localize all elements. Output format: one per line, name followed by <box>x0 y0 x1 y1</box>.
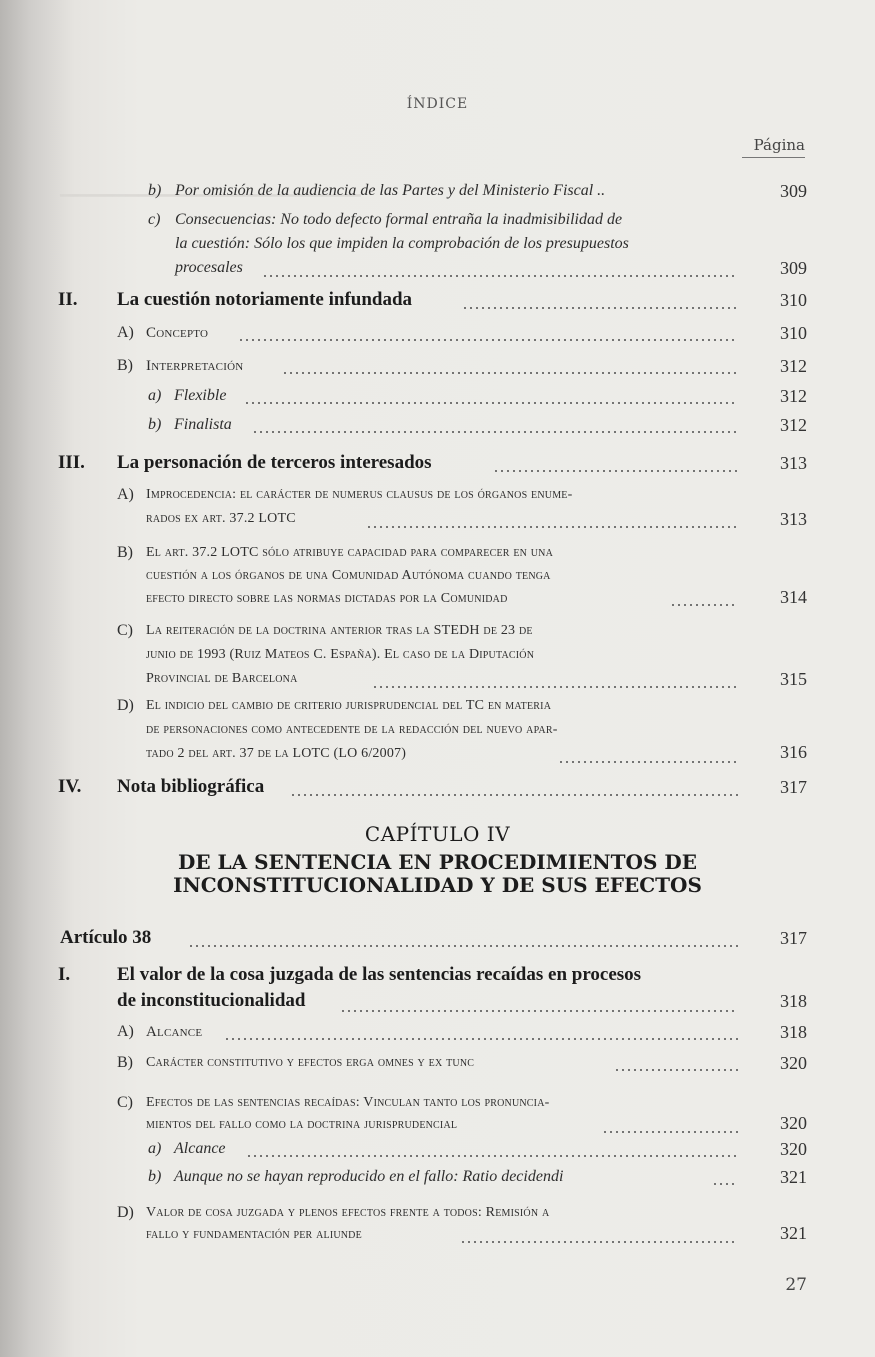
section-number: IV. <box>58 776 82 797</box>
entry-page: 316 <box>780 742 807 762</box>
leader-dots <box>244 402 738 404</box>
leader-dots <box>340 1010 738 1012</box>
entry-label: B) <box>117 1054 133 1071</box>
entry-page: 320 <box>780 1053 807 1073</box>
leader-dots <box>712 1183 738 1185</box>
leader-dots <box>670 604 738 606</box>
entry-page: 320 <box>780 1113 807 1133</box>
entry-page: 312 <box>780 386 807 406</box>
leader-dots <box>558 761 738 763</box>
entry-label: b) <box>148 182 162 199</box>
entry-page: 309 <box>780 181 807 201</box>
page-number: 27 <box>785 1275 807 1295</box>
entry-label: D) <box>117 697 134 714</box>
entry-title-line: El art. 37.2 LOTC sólo atribuye capacidad para comparecer en una <box>146 545 554 560</box>
entry-label: A) <box>117 324 134 341</box>
leader-dots <box>614 1069 738 1071</box>
entry-page: 315 <box>780 669 807 689</box>
section-number: III. <box>58 452 85 473</box>
entry-page: 314 <box>780 587 807 607</box>
entry-title-line: El indicio del cambio de criterio jurisprudencial del TC en materia <box>146 698 552 713</box>
chapter-label: CAPÍTULO IV <box>364 822 511 846</box>
entry-title: Por omisión de la audiencia de las Partes y del Ministerio Fiscal .. <box>175 182 606 199</box>
leader-dots <box>462 307 738 309</box>
leader-dots <box>246 1155 738 1157</box>
entry-page: 310 <box>780 323 807 343</box>
entry-label: a) <box>148 387 162 404</box>
entry-label: B) <box>117 544 133 561</box>
entry-label: B) <box>117 357 133 374</box>
entry-title: Concepto <box>146 325 209 341</box>
entry-page: 312 <box>780 356 807 376</box>
leader-dots <box>602 1131 738 1133</box>
entry-title: Finalista <box>174 416 232 433</box>
chapter-title-line: DE LA SENTENCIA EN PROCEDIMIENTOS DE <box>178 850 697 874</box>
entry-label: A) <box>117 486 134 503</box>
entry-label: D) <box>117 1204 134 1221</box>
entry-title-line: rados ex art. 37.2 LOTC <box>146 511 296 526</box>
leader-dots <box>372 686 738 688</box>
entry-page: 321 <box>780 1167 807 1187</box>
entry-title-line: cuestión a los órganos de una Comunidad Autónoma cuando tenga <box>146 568 551 583</box>
section-title: La personación de terceros interesados <box>117 452 432 473</box>
chapter-heading <box>0 822 875 897</box>
entry-page: 313 <box>780 453 807 473</box>
entry-title-line: Provincial de Barcelona <box>146 671 298 686</box>
entry-title-line: de personaciones como antecedente de la redacción del nuevo apar- <box>146 722 558 737</box>
chapter-title-line: INCONSTITUCIONALIDAD Y DE SUS EFECTOS <box>173 873 702 897</box>
entry-title-line: Improcedencia: el carácter de numerus clausus de los órganos enume- <box>146 487 573 502</box>
section-number: I. <box>58 964 71 985</box>
entry-title-line: Consecuencias: No todo defecto formal entraña la inadmisibilidad de <box>175 211 623 228</box>
entry-title-line: procesales <box>175 259 243 276</box>
entry-title-line: tado 2 del art. 37 de la LOTC (LO 6/2007) <box>146 746 407 761</box>
entry-page: 312 <box>780 415 807 435</box>
entry-page: 313 <box>780 509 807 529</box>
running-head: ÍNDICE <box>406 96 469 112</box>
section-title: Nota bibliográfica <box>117 776 265 797</box>
entry-label: b) <box>148 416 162 433</box>
entry-title-line: Valor de cosa juzgada y plenos efectos frente a todos: Remisión a <box>146 1205 550 1220</box>
section-number: II. <box>58 289 78 310</box>
entry-title: Aunque no se hayan reproducido en el fallo: Ratio decidendi <box>174 1168 564 1185</box>
entry-page: 320 <box>780 1139 807 1159</box>
leader-dots <box>282 372 738 374</box>
leader-dots <box>238 339 738 341</box>
entry-label: b) <box>148 1168 162 1185</box>
entry-title: Alcance <box>174 1140 226 1157</box>
leader-dots <box>493 470 738 472</box>
leader-dots <box>262 275 738 277</box>
entry-title: Carácter constitutivo y efectos erga omnes y ex tunc <box>146 1055 475 1070</box>
leader-dots <box>290 794 738 796</box>
entry-page: 310 <box>780 290 807 310</box>
leader-dots <box>460 1241 738 1243</box>
entry-page: 317 <box>780 928 807 948</box>
entry-title: Alcance <box>146 1024 203 1040</box>
article-title: Artículo 38 <box>60 927 152 948</box>
entry-title-line: efecto directo sobre las normas dictadas por la Comunidad <box>146 591 508 606</box>
section-title: La cuestión notoriamente infundada <box>117 289 413 310</box>
column-heading-rule <box>742 157 805 158</box>
entry-label: c) <box>148 211 161 228</box>
entry-title-line: fallo y fundamentación per aliunde <box>146 1227 362 1242</box>
entry-page: 317 <box>780 777 807 797</box>
entry-page: 318 <box>780 1022 807 1042</box>
column-heading: Página <box>753 136 805 154</box>
entry-title-line: mientos del fallo como la doctrina jurisprudencial <box>146 1117 458 1132</box>
leader-dots <box>252 431 738 433</box>
leader-dots <box>188 945 738 947</box>
entry-page: 309 <box>780 258 807 278</box>
entry-label: a) <box>148 1140 162 1157</box>
entry-page: 321 <box>780 1223 807 1243</box>
entry-label: C) <box>117 1094 133 1111</box>
entry-title-line: junio de 1993 (Ruiz Mateos C. España). El caso de la Diputación <box>146 647 535 662</box>
leader-dots <box>366 526 738 528</box>
entry-title-line: La reiteración de la doctrina anterior tras la STEDH de 23 de <box>146 623 533 638</box>
leader-dots <box>224 1038 738 1040</box>
entry-title-line: la cuestión: Sólo los que impiden la comprobación de los presupuestos <box>175 235 629 252</box>
section-title-line: de inconstitucionalidad <box>117 990 306 1011</box>
section-title-line: El valor de la cosa juzgada de las sentencias recaídas en procesos <box>117 964 642 985</box>
entry-title: Flexible <box>174 387 227 404</box>
entry-title-line: Efectos de las sentencias recaídas: Vinculan tanto los pronuncia- <box>146 1095 550 1110</box>
entry-title: Interpretación <box>146 358 244 374</box>
entry-label: A) <box>117 1023 134 1040</box>
entry-label: C) <box>117 622 133 639</box>
bleed-through: ▔▔▔▔▔▔▔▔▔▔▔▔▔▔▔▔▔▔▔▔▔▔▔ <box>60 195 361 214</box>
entry-page: 318 <box>780 991 807 1011</box>
